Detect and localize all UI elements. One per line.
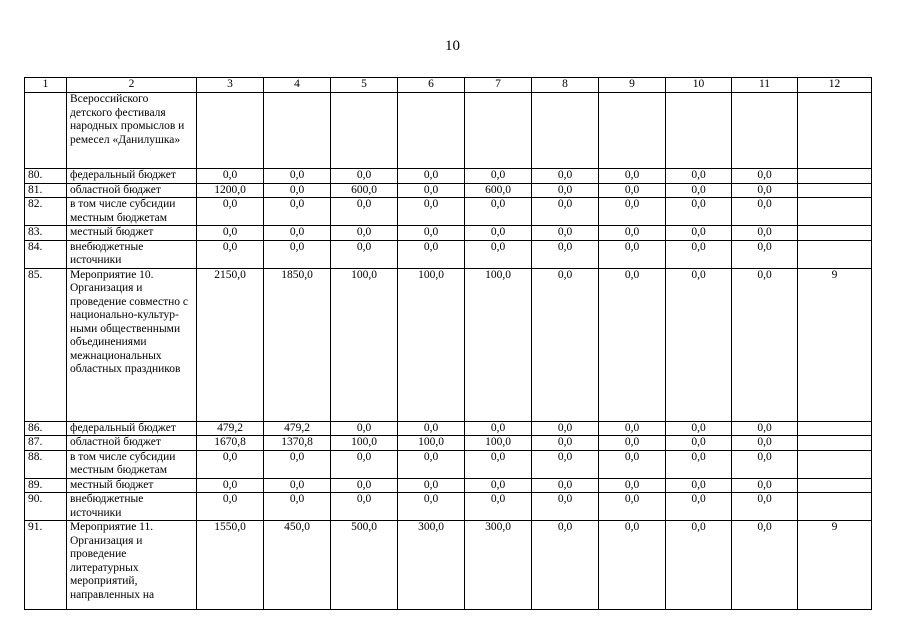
- value-cell-col-12: [798, 198, 872, 226]
- value-cell-col-7: 0,0: [465, 240, 532, 268]
- value-cell-col-10: 0,0: [666, 436, 732, 451]
- value-cell-col-11: 0,0: [732, 478, 798, 493]
- table-row: [25, 493, 872, 521]
- value-cell-col-7: 0,0: [465, 169, 532, 184]
- column-header-3: 3: [197, 78, 264, 93]
- table-row: [25, 240, 872, 268]
- column-header-4: 4: [264, 78, 331, 93]
- value-cell-col-9: [599, 93, 666, 169]
- value-cell-col-11: 0,0: [732, 183, 798, 198]
- value-cell-col-9: 0,0: [599, 421, 666, 436]
- row-name-cell: областной бюджет: [67, 183, 197, 198]
- value-cell-col-9: 0,0: [599, 268, 666, 421]
- value-cell-col-10: 0,0: [666, 169, 732, 184]
- value-cell-col-7: 0,0: [465, 226, 532, 241]
- value-cell-col-5: 0,0: [331, 169, 398, 184]
- value-cell-col-9: 0,0: [599, 240, 666, 268]
- value-cell-col-8: 0,0: [532, 421, 599, 436]
- value-cell-col-8: 0,0: [532, 268, 599, 421]
- value-cell-col-8: 0,0: [532, 240, 599, 268]
- value-cell-col-6: 0,0: [398, 450, 465, 478]
- row-name-cell: внебюджетные источники: [67, 240, 197, 268]
- column-header-11: 11: [732, 78, 798, 93]
- value-cell-col-5: 0,0: [331, 198, 398, 226]
- column-header-5: 5: [331, 78, 398, 93]
- value-cell-col-4: 0,0: [264, 226, 331, 241]
- value-cell-col-8: 0,0: [532, 169, 599, 184]
- row-name-cell: федеральный бюджет: [67, 169, 197, 184]
- value-cell-col-8: 0,0: [532, 521, 599, 610]
- row-name-cell: Мероприятие 10. Организация и проведение совместно с национально-культур-ными общественными объединениями межнациональных областных праздников: [67, 268, 197, 421]
- value-cell-col-7: 0,0: [465, 478, 532, 493]
- table-row: [25, 93, 872, 169]
- value-cell-col-12: 9: [798, 521, 872, 610]
- value-cell-col-7: 100,0: [465, 268, 532, 421]
- table-row: [25, 198, 872, 226]
- value-cell-col-9: 0,0: [599, 436, 666, 451]
- value-cell-col-12: [798, 421, 872, 436]
- table-row: [25, 169, 872, 184]
- value-cell-col-12: 9: [798, 268, 872, 421]
- value-cell-col-7: 0,0: [465, 198, 532, 226]
- value-cell-col-10: [666, 93, 732, 169]
- value-cell-col-6: 100,0: [398, 268, 465, 421]
- row-name-cell: Мероприятие 11. Организация и проведение литературных мероприятий, направленных на: [67, 521, 197, 610]
- value-cell-col-11: 0,0: [732, 521, 798, 610]
- value-cell-col-7: 300,0: [465, 521, 532, 610]
- value-cell-col-6: 0,0: [398, 421, 465, 436]
- value-cell-col-5: 100,0: [331, 436, 398, 451]
- row-number-cell: 84.: [25, 240, 67, 268]
- value-cell-col-5: 0,0: [331, 478, 398, 493]
- value-cell-col-3: 0,0: [197, 450, 264, 478]
- row-number-cell: 85.: [25, 268, 67, 421]
- column-header-12: 12: [798, 78, 872, 93]
- row-number-cell: 82.: [25, 198, 67, 226]
- value-cell-col-4: 0,0: [264, 183, 331, 198]
- value-cell-col-7: [465, 93, 532, 169]
- row-number-cell: 91.: [25, 521, 67, 610]
- value-cell-col-12: [798, 493, 872, 521]
- value-cell-col-6: 0,0: [398, 478, 465, 493]
- value-cell-col-6: 0,0: [398, 226, 465, 241]
- value-cell-col-10: 0,0: [666, 421, 732, 436]
- value-cell-col-6: 100,0: [398, 436, 465, 451]
- table-row: [25, 521, 872, 610]
- column-header-9: 9: [599, 78, 666, 93]
- row-number-cell: 89.: [25, 478, 67, 493]
- value-cell-col-12: [798, 240, 872, 268]
- value-cell-col-3: 479,2: [197, 421, 264, 436]
- value-cell-col-10: 0,0: [666, 226, 732, 241]
- value-cell-col-3: 0,0: [197, 226, 264, 241]
- value-cell-col-3: 0,0: [197, 493, 264, 521]
- value-cell-col-6: 0,0: [398, 169, 465, 184]
- value-cell-col-9: 0,0: [599, 198, 666, 226]
- value-cell-col-9: 0,0: [599, 521, 666, 610]
- row-name-cell: в том числе субсидии местным бюджетам: [67, 198, 197, 226]
- table-row: [25, 183, 872, 198]
- row-number-cell: 83.: [25, 226, 67, 241]
- value-cell-col-3: 1200,0: [197, 183, 264, 198]
- budget-table: [24, 77, 872, 610]
- table-row: [25, 478, 872, 493]
- value-cell-col-4: [264, 93, 331, 169]
- value-cell-col-4: 1370,8: [264, 436, 331, 451]
- value-cell-col-10: 0,0: [666, 493, 732, 521]
- value-cell-col-4: 0,0: [264, 450, 331, 478]
- value-cell-col-9: 0,0: [599, 226, 666, 241]
- value-cell-col-4: 479,2: [264, 421, 331, 436]
- row-name-cell: местный бюджет: [67, 226, 197, 241]
- value-cell-col-10: 0,0: [666, 240, 732, 268]
- value-cell-col-12: [798, 93, 872, 169]
- column-header-8: 8: [532, 78, 599, 93]
- table-row: [25, 436, 872, 451]
- column-header-6: 6: [398, 78, 465, 93]
- value-cell-col-4: 0,0: [264, 240, 331, 268]
- value-cell-col-4: 0,0: [264, 169, 331, 184]
- value-cell-col-10: 0,0: [666, 198, 732, 226]
- value-cell-col-11: 0,0: [732, 268, 798, 421]
- row-number-cell: 81.: [25, 183, 67, 198]
- value-cell-col-5: [331, 93, 398, 169]
- row-number-cell: 88.: [25, 450, 67, 478]
- value-cell-col-11: 0,0: [732, 169, 798, 184]
- value-cell-col-3: 1670,8: [197, 436, 264, 451]
- value-cell-col-9: 0,0: [599, 169, 666, 184]
- value-cell-col-3: 0,0: [197, 478, 264, 493]
- value-cell-col-10: 0,0: [666, 268, 732, 421]
- row-number-cell: 86.: [25, 421, 67, 436]
- table-row: [25, 226, 872, 241]
- value-cell-col-6: 300,0: [398, 521, 465, 610]
- value-cell-col-6: 0,0: [398, 183, 465, 198]
- value-cell-col-10: 0,0: [666, 478, 732, 493]
- value-cell-col-8: [532, 93, 599, 169]
- value-cell-col-4: 0,0: [264, 478, 331, 493]
- value-cell-col-12: [798, 450, 872, 478]
- value-cell-col-7: 0,0: [465, 493, 532, 521]
- value-cell-col-5: 0,0: [331, 421, 398, 436]
- value-cell-col-5: 0,0: [331, 450, 398, 478]
- value-cell-col-11: 0,0: [732, 240, 798, 268]
- table-row: [25, 268, 872, 421]
- row-name-cell: внебюджетные источники: [67, 493, 197, 521]
- value-cell-col-6: [398, 93, 465, 169]
- value-cell-col-5: 0,0: [331, 493, 398, 521]
- value-cell-col-12: [798, 478, 872, 493]
- value-cell-col-4: 450,0: [264, 521, 331, 610]
- value-cell-col-8: 0,0: [532, 450, 599, 478]
- value-cell-col-9: 0,0: [599, 478, 666, 493]
- value-cell-col-11: 0,0: [732, 493, 798, 521]
- value-cell-col-7: 0,0: [465, 450, 532, 478]
- value-cell-col-5: 0,0: [331, 240, 398, 268]
- table-row: [25, 421, 872, 436]
- value-cell-col-11: 0,0: [732, 436, 798, 451]
- value-cell-col-12: [798, 183, 872, 198]
- value-cell-col-9: 0,0: [599, 450, 666, 478]
- row-number-cell: 80.: [25, 169, 67, 184]
- row-number-cell: [25, 93, 67, 169]
- value-cell-col-8: 0,0: [532, 183, 599, 198]
- value-cell-col-3: [197, 93, 264, 169]
- page-number: 10: [445, 38, 460, 54]
- table-row: [25, 450, 872, 478]
- value-cell-col-7: 0,0: [465, 421, 532, 436]
- value-cell-col-3: 1550,0: [197, 521, 264, 610]
- value-cell-col-8: 0,0: [532, 436, 599, 451]
- column-header-2: 2: [67, 78, 197, 93]
- value-cell-col-10: 0,0: [666, 450, 732, 478]
- value-cell-col-5: 600,0: [331, 183, 398, 198]
- value-cell-col-11: 0,0: [732, 198, 798, 226]
- value-cell-col-4: 0,0: [264, 493, 331, 521]
- value-cell-col-11: [732, 93, 798, 169]
- value-cell-col-9: 0,0: [599, 493, 666, 521]
- value-cell-col-11: 0,0: [732, 226, 798, 241]
- value-cell-col-4: 0,0: [264, 198, 331, 226]
- value-cell-col-12: [798, 436, 872, 451]
- table-header-row: [25, 78, 872, 93]
- value-cell-col-8: 0,0: [532, 478, 599, 493]
- value-cell-col-11: 0,0: [732, 450, 798, 478]
- value-cell-col-8: 0,0: [532, 226, 599, 241]
- value-cell-col-12: [798, 169, 872, 184]
- row-name-cell: местный бюджет: [67, 478, 197, 493]
- value-cell-col-11: 0,0: [732, 421, 798, 436]
- value-cell-col-6: 0,0: [398, 493, 465, 521]
- value-cell-col-5: 100,0: [331, 268, 398, 421]
- row-name-cell: Всероссийского детского фестиваля народных промыслов и ремесел «Данилушка»: [67, 93, 197, 169]
- row-number-cell: 87.: [25, 436, 67, 451]
- column-header-7: 7: [465, 78, 532, 93]
- value-cell-col-4: 1850,0: [264, 268, 331, 421]
- value-cell-col-3: 0,0: [197, 240, 264, 268]
- column-header-10: 10: [666, 78, 732, 93]
- row-name-cell: федеральный бюджет: [67, 421, 197, 436]
- value-cell-col-9: 0,0: [599, 183, 666, 198]
- value-cell-col-10: 0,0: [666, 521, 732, 610]
- value-cell-col-8: 0,0: [532, 493, 599, 521]
- value-cell-col-3: 0,0: [197, 198, 264, 226]
- value-cell-col-6: 0,0: [398, 240, 465, 268]
- row-number-cell: 90.: [25, 493, 67, 521]
- column-header-1: 1: [25, 78, 67, 93]
- value-cell-col-3: 0,0: [197, 169, 264, 184]
- row-name-cell: в том числе субсидии местным бюджетам: [67, 450, 197, 478]
- value-cell-col-7: 600,0: [465, 183, 532, 198]
- value-cell-col-6: 0,0: [398, 198, 465, 226]
- value-cell-col-3: 2150,0: [197, 268, 264, 421]
- value-cell-col-10: 0,0: [666, 183, 732, 198]
- value-cell-col-7: 100,0: [465, 436, 532, 451]
- value-cell-col-5: 0,0: [331, 226, 398, 241]
- value-cell-col-12: [798, 226, 872, 241]
- value-cell-col-5: 500,0: [331, 521, 398, 610]
- value-cell-col-8: 0,0: [532, 198, 599, 226]
- row-name-cell: областной бюджет: [67, 436, 197, 451]
